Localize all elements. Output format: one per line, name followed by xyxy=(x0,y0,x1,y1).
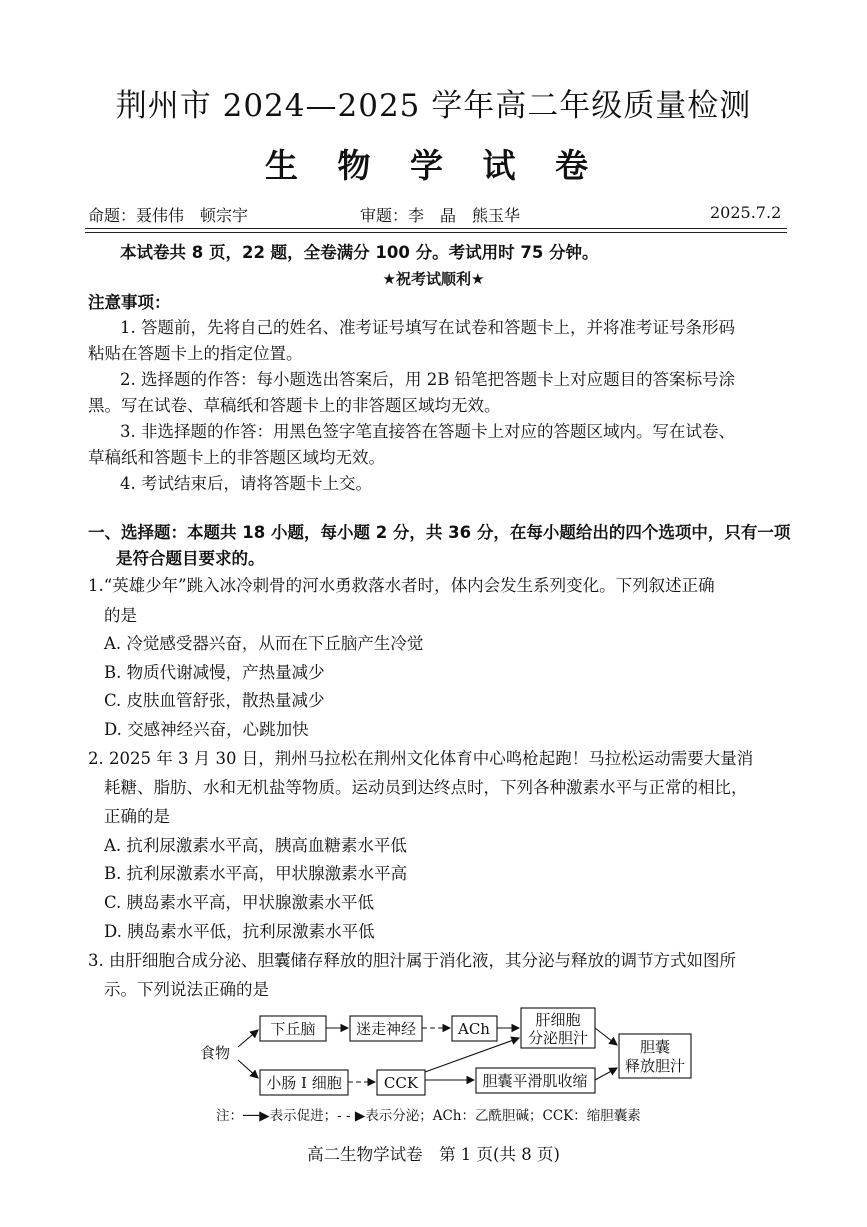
ach-label: ACh xyxy=(458,1020,490,1038)
smooth-muscle-label: 胆囊平滑肌收缩 xyxy=(482,1072,588,1090)
note-line: 3. 非选择题的作答：用黑色签字笔直接答在答题卡上对应的答题区域内。写在试卷、 xyxy=(120,422,735,441)
arrow-food-hypothalamus xyxy=(238,1030,258,1047)
header-rule-top xyxy=(85,228,787,229)
question-2-option-c: C. 胰岛素水平高，甲状腺激素水平低 xyxy=(104,893,375,912)
question-1-option-a: A. 冷觉感受器兴奋，从而在下丘脑产生冷觉 xyxy=(104,634,424,653)
gallbladder-label-line1: 胆囊 xyxy=(639,1038,671,1056)
good-luck-banner: ★祝考试顺利★ xyxy=(382,270,485,288)
question-2-stem-cont: 耗糖、脂肪、水和无机盐等物质。运动员到达终点时，下列各种激素水平与正常的相比， xyxy=(104,778,748,797)
vagus-label: 迷走神经 xyxy=(355,1020,417,1038)
note-line: 黑。写在试卷、草稿纸和答题卡上的非答题区域均无效。 xyxy=(88,396,501,415)
exam-authors: 命题：聂伟伟 顿宗宇 xyxy=(88,206,249,225)
section-heading-cont: 是符合题目要求的。 xyxy=(116,549,265,568)
liver-label-line2: 分泌胆汁 xyxy=(527,1029,589,1047)
question-3-stem: 3. 由肝细胞合成分泌、胆囊储存释放的胆汁属于消化液，其分泌与释放的调节方式如图所 xyxy=(88,951,736,970)
question-2-option-b: B. 抗利尿激素水平高，甲状腺激素水平高 xyxy=(104,864,408,883)
exam-title: 荆州市 2024—2025 学年高二年级质量检测 xyxy=(115,88,752,124)
cck-label: CCK xyxy=(383,1074,419,1092)
note-line: 2. 选择题的作答：每小题选出答案后，用 2B 铅笔把答题卡上对应题目的答案标号涂 xyxy=(120,370,736,389)
exam-date: 2025.7.2 xyxy=(710,203,782,222)
exam-subject: 生 物 学 试 卷 xyxy=(265,146,602,185)
note-line: 4. 考试结束后，请将答题卡上交。 xyxy=(120,474,372,493)
question-3-stem-cont: 示。下列说法正确的是 xyxy=(104,980,269,999)
food-label: 食物 xyxy=(200,1044,231,1062)
header-rule-bottom xyxy=(85,232,787,233)
exam-info: 本试卷共 8 页，22 题，全卷满分 100 分。考试用时 75 分钟。 xyxy=(120,243,599,262)
question-1-stem-cont: 的是 xyxy=(104,606,137,625)
notes-heading: 注意事项： xyxy=(88,293,171,312)
question-2-option-d: D. 胰岛素水平低，抗利尿激素水平低 xyxy=(104,922,375,941)
question-1-option-b: B. 物质代谢减慢，产热量减少 xyxy=(104,663,325,682)
note-line: 粘贴在答题卡上的指定位置。 xyxy=(88,344,303,363)
arrow-muscle-gallbladder xyxy=(595,1068,617,1080)
question-2-stem: 2. 2025 年 3 月 30 日，荆州马拉松在荆州文化体育中心鸣枪起跑！马拉松运动需要大量消 xyxy=(88,749,754,768)
arrow-food-intestine xyxy=(238,1060,258,1078)
arrow-liver-gallbladder xyxy=(595,1028,617,1045)
question-1-option-c: C. 皮肤血管舒张，散热量减少 xyxy=(104,691,325,710)
diagram-legend: 注：──▶表示促进；- - ▶表示分泌；ACh：乙酰胆碱；CCK：缩胆囊素 xyxy=(216,1108,641,1124)
question-2-stem-cont: 正确的是 xyxy=(104,807,170,826)
arrow-cck-liver xyxy=(425,1038,519,1072)
exam-reviewers: 审题：李 晶 熊玉华 xyxy=(360,206,521,225)
question-1-stem: 1.“英雄少年”跳入冰冷刺骨的河水勇救落水者时，体内会发生系列变化。下列叙述正确 xyxy=(88,576,715,595)
page-footer: 高二生物学试卷 第 1 页(共 8 页) xyxy=(307,1145,560,1164)
liver-label-line1: 肝细胞 xyxy=(535,1011,581,1029)
question-1-option-d: D. 交感神经兴奋，心跳加快 xyxy=(104,720,309,739)
gallbladder-label-line2: 释放胆汁 xyxy=(624,1057,686,1075)
note-line: 草稿纸和答题卡上的非答题区域均无效。 xyxy=(88,448,385,467)
hypothalamus-label: 下丘脑 xyxy=(270,1020,316,1038)
intestine-label: 小肠 I 细胞 xyxy=(266,1074,342,1092)
question-2-option-a: A. 抗利尿激素水平高，胰高血糖素水平低 xyxy=(104,836,407,855)
section-heading: 一、选择题：本题共 18 小题，每小题 2 分，共 36 分，在每小题给出的四个选项中，只有一项 xyxy=(88,523,791,542)
note-line: 1. 答题前，先将自己的姓名、准考证号填写在试卷和答题卡上，并将准考证号条形码 xyxy=(120,318,735,337)
bile-regulation-diagram xyxy=(0,1000,867,1135)
